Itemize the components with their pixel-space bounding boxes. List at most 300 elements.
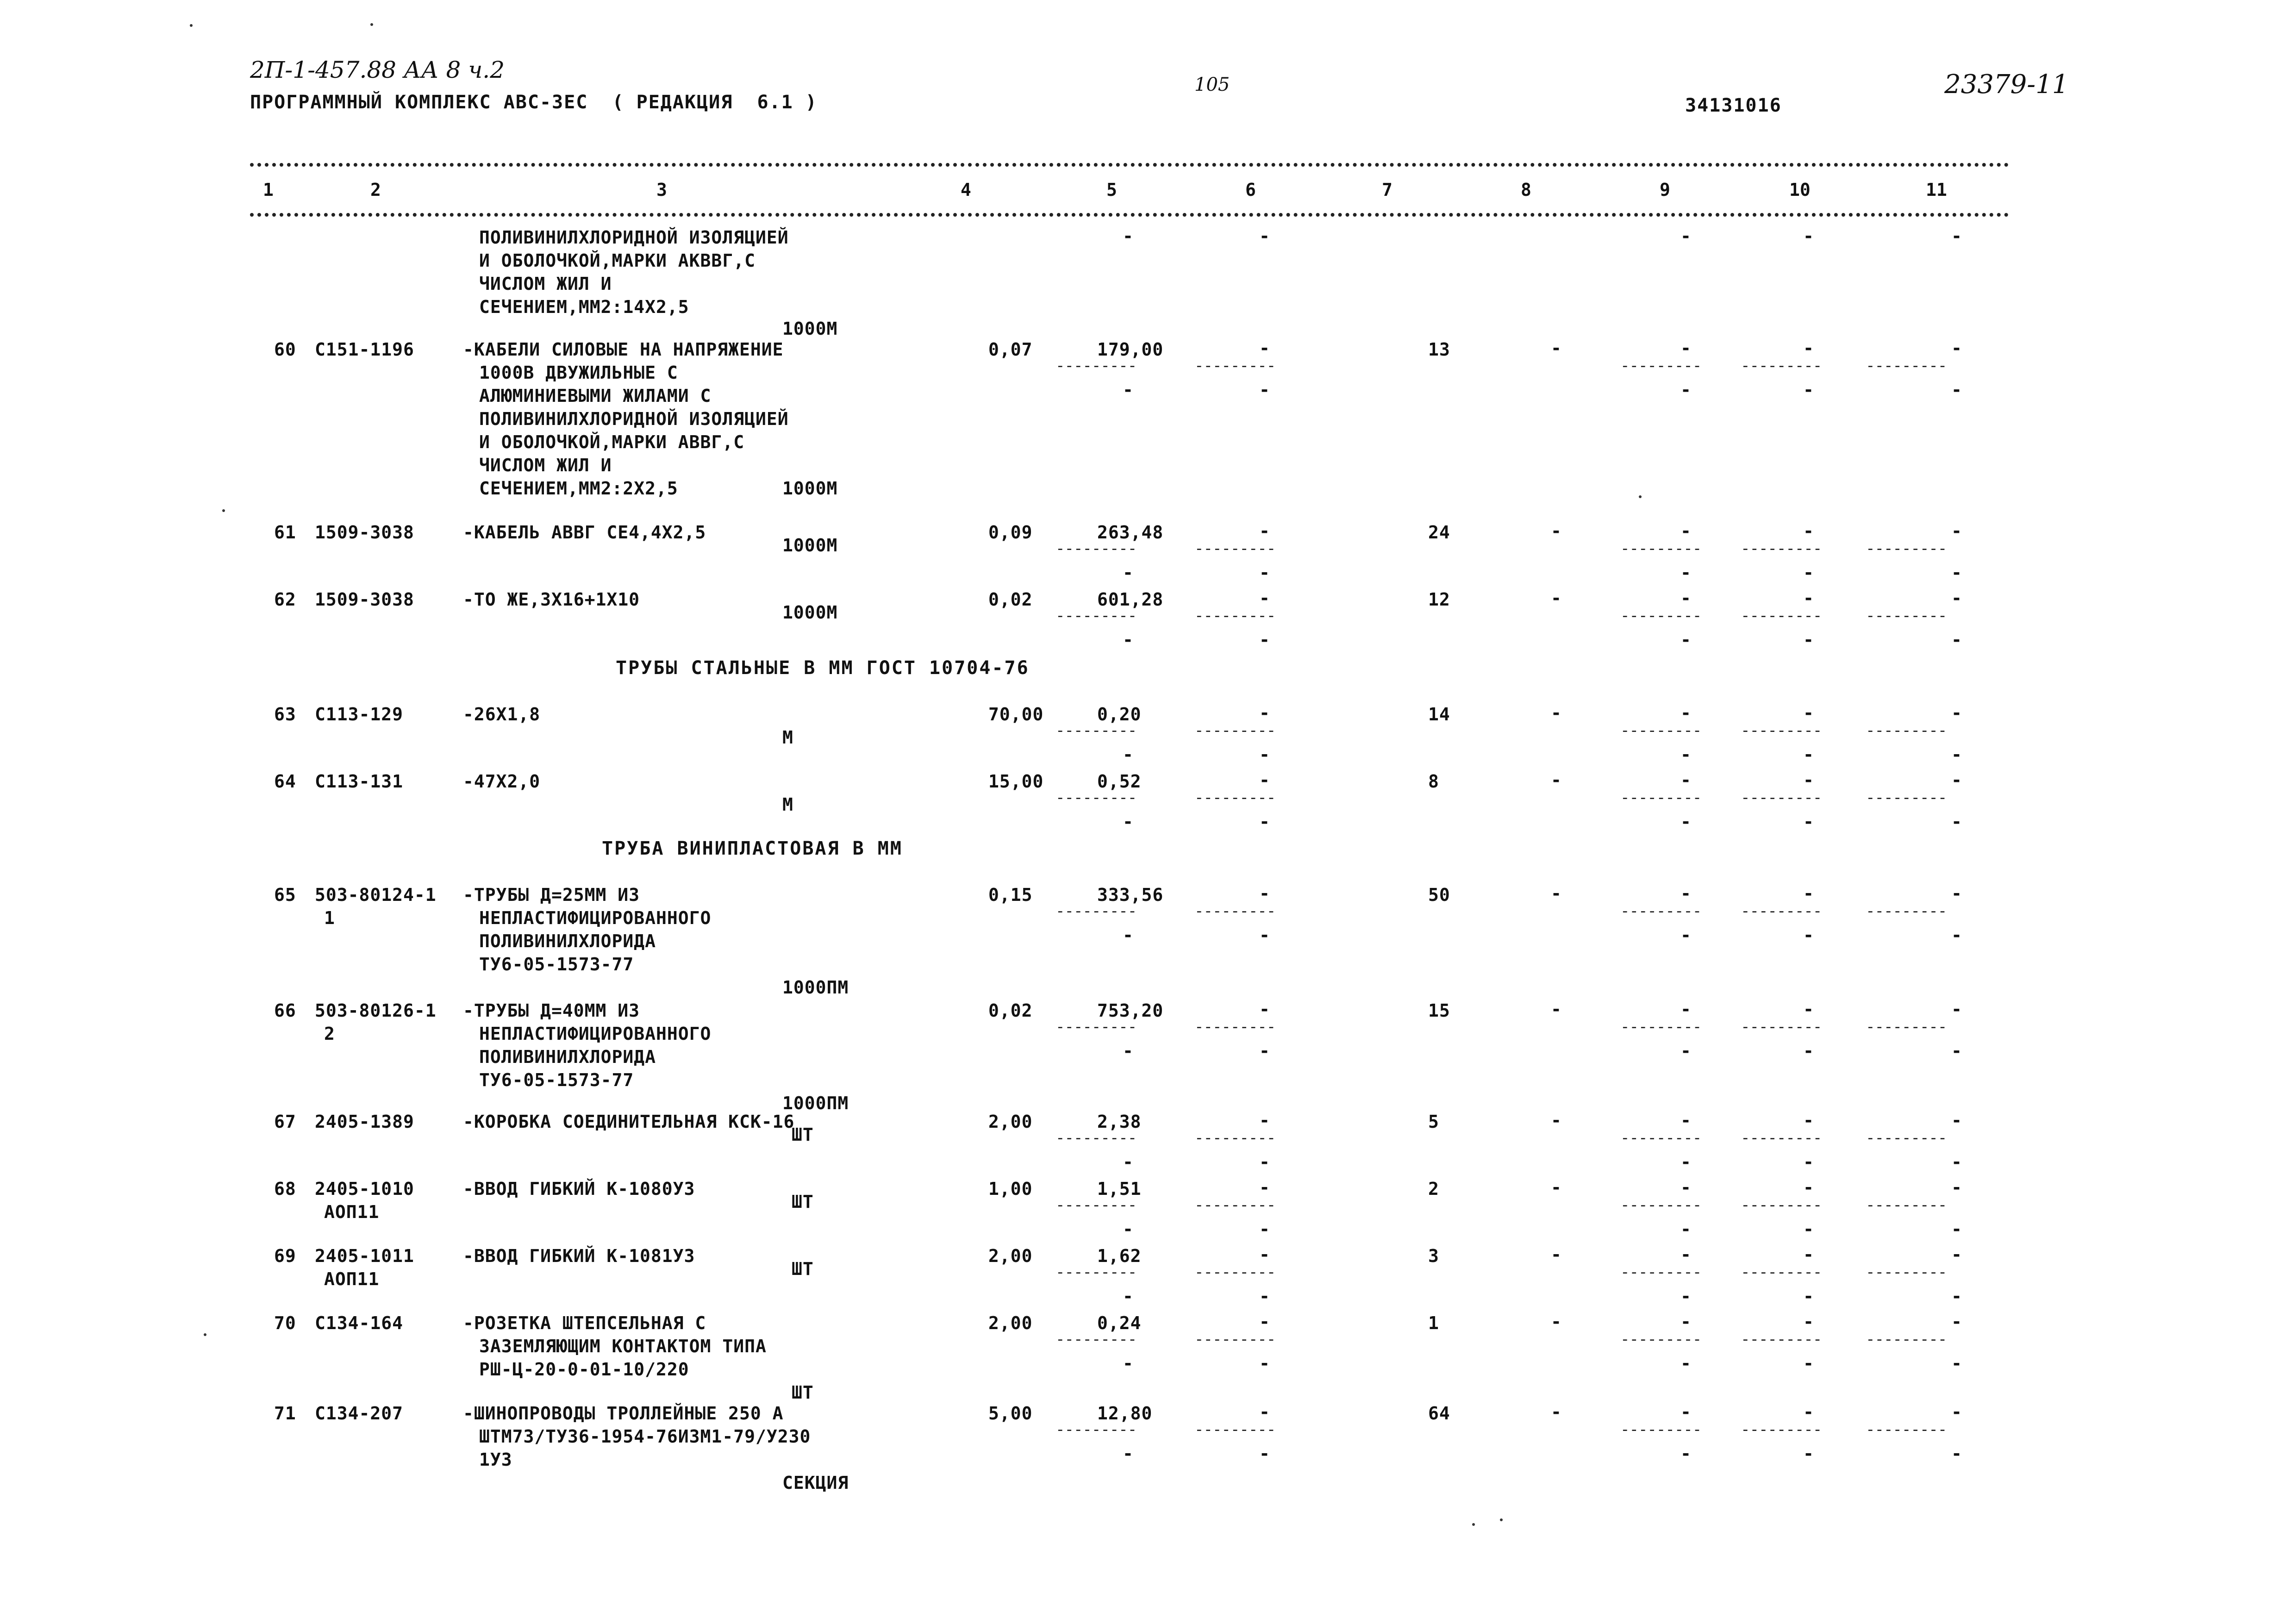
mark-c5: - xyxy=(1123,226,1133,246)
dash-line-c9: --------- xyxy=(1620,1420,1702,1439)
item-description-line: -26Х1,8 xyxy=(463,704,541,725)
mark-c11-below: - xyxy=(1951,1286,1962,1306)
column-header-6: 6 xyxy=(1245,180,1256,200)
row-number: 71 xyxy=(274,1403,296,1424)
mark-c11-below: - xyxy=(1951,925,1962,945)
item-unit: 1000М xyxy=(782,535,838,556)
mark-c9: - xyxy=(1680,1312,1691,1332)
scan-speck xyxy=(1500,1518,1503,1521)
mark-c5-below: - xyxy=(1123,1152,1133,1172)
scan-speck xyxy=(222,509,225,512)
mark-c9: - xyxy=(1680,521,1691,541)
mark-c10: - xyxy=(1803,226,1814,246)
item-description-line: ПОЛИВИНИЛХЛОРИДА xyxy=(479,931,656,951)
item-code: 2405-1389 xyxy=(315,1112,414,1132)
mark-c9: - xyxy=(1680,770,1691,790)
mark-c8: - xyxy=(1551,1110,1561,1131)
item-description-line: И ОБОЛОЧКОЙ,МАРКИ АВВГ,С xyxy=(479,432,745,452)
mark-c5-below: - xyxy=(1123,380,1133,400)
mark-c6-below: - xyxy=(1259,1041,1270,1061)
dash-line-c6: --------- xyxy=(1194,1196,1276,1214)
row-number: 67 xyxy=(274,1112,296,1132)
dash-line-c11: --------- xyxy=(1866,902,1947,920)
mark-c10-below: - xyxy=(1803,562,1814,583)
mark-c9-below: - xyxy=(1680,1219,1691,1239)
dash-line-c6: --------- xyxy=(1194,356,1276,375)
mark-c10: - xyxy=(1803,1244,1814,1265)
mark-c6-below: - xyxy=(1259,562,1270,583)
item-unit: ШТ xyxy=(792,1191,814,1212)
dash-line-c11: --------- xyxy=(1866,1420,1947,1439)
mark-c5-below: - xyxy=(1123,812,1133,832)
row-number: 62 xyxy=(274,589,296,610)
column-header-1: 1 xyxy=(263,180,274,200)
dash-line-c10: --------- xyxy=(1741,1330,1822,1349)
dash-line-c10: --------- xyxy=(1741,788,1822,807)
item-description-line: -ВВОД ГИБКИЙ К-1081У3 xyxy=(463,1246,695,1266)
item-quantity: 2,00 xyxy=(988,1246,1033,1266)
dash-line-c6: --------- xyxy=(1194,1129,1276,1147)
dash-line-c9: --------- xyxy=(1620,1196,1702,1214)
dash-line-c6: --------- xyxy=(1194,1420,1276,1439)
item-code: 503-80124-1 xyxy=(315,885,437,905)
item-unit: ШТ xyxy=(792,1382,814,1403)
mark-c6-below: - xyxy=(1259,744,1270,765)
mark-c8: - xyxy=(1551,1312,1561,1332)
mark-c11-below: - xyxy=(1951,744,1962,765)
mark-c6: - xyxy=(1259,588,1270,608)
mark-c10-below: - xyxy=(1803,744,1814,765)
dash-line-c11: --------- xyxy=(1866,1330,1947,1349)
column-7-value: 64 xyxy=(1428,1403,1450,1424)
dash-line-c5: --------- xyxy=(1055,721,1137,740)
item-unit: М xyxy=(782,727,793,748)
item-code-continued: 2 xyxy=(324,1024,335,1044)
mark-c5-below: - xyxy=(1123,1041,1133,1061)
item-price: 263,48 xyxy=(1097,522,1164,543)
mark-c11-below: - xyxy=(1951,1353,1962,1374)
dash-line-c11: --------- xyxy=(1866,539,1947,558)
dash-line-c5: --------- xyxy=(1055,539,1137,558)
item-description-line: АЛЮМИНИЕВЫМИ ЖИЛАМИ С xyxy=(479,386,712,406)
item-description-line: -РОЗЕТКА ШТЕПСЕЛЬНАЯ С xyxy=(463,1313,706,1333)
item-price: 12,80 xyxy=(1097,1403,1153,1424)
item-quantity: 0,07 xyxy=(988,339,1033,360)
item-price: 179,00 xyxy=(1097,339,1164,360)
column-7-value: 8 xyxy=(1428,771,1439,792)
dash-line-c10: --------- xyxy=(1741,539,1822,558)
mark-c9-below: - xyxy=(1680,744,1691,765)
mark-c10-below: - xyxy=(1803,630,1814,650)
item-quantity: 0,15 xyxy=(988,885,1033,905)
row-number: 70 xyxy=(274,1313,296,1333)
mark-c8: - xyxy=(1551,588,1561,608)
column-7-value: 1 xyxy=(1428,1313,1439,1333)
mark-c9-below: - xyxy=(1680,925,1691,945)
mark-c10-below: - xyxy=(1803,812,1814,832)
dash-line-c10: --------- xyxy=(1741,1018,1822,1036)
dash-line-c5: --------- xyxy=(1055,1196,1137,1214)
row-number: 63 xyxy=(274,704,296,725)
mark-c10: - xyxy=(1803,883,1814,904)
column-7-value: 50 xyxy=(1428,885,1450,905)
column-7-value: 12 xyxy=(1428,589,1450,610)
column-7-value: 15 xyxy=(1428,1000,1450,1021)
item-code-continued: АОП11 xyxy=(324,1269,380,1289)
mark-c9-below: - xyxy=(1680,1353,1691,1374)
mark-c5-below: - xyxy=(1123,630,1133,650)
mark-c5-below: - xyxy=(1123,925,1133,945)
mark-c10-below: - xyxy=(1803,1152,1814,1172)
dash-line-c6: --------- xyxy=(1194,902,1276,920)
item-description-line: ТУ6-05-1573-77 xyxy=(479,954,634,974)
column-7-value: 2 xyxy=(1428,1179,1439,1199)
item-description-line: 1000В ДВУЖИЛЬНЫЕ С xyxy=(479,362,678,383)
mark-c11: - xyxy=(1951,1244,1962,1265)
mark-c8: - xyxy=(1551,1244,1561,1265)
dash-line-c6: --------- xyxy=(1194,721,1276,740)
mark-c10-below: - xyxy=(1803,1286,1814,1306)
dash-line-c5: --------- xyxy=(1055,356,1137,375)
item-description-line: ЧИСЛОМ ЖИЛ И xyxy=(479,455,612,475)
item-code: С113-129 xyxy=(315,704,404,725)
item-description-line: -КОРОБКА СОЕДИНИТЕЛЬНАЯ КСК-16 xyxy=(463,1112,795,1132)
continuation-line: СЕЧЕНИЕМ,ММ2:14Х2,5 xyxy=(479,297,689,317)
mark-c10-below: - xyxy=(1803,1219,1814,1239)
dash-line-c10: --------- xyxy=(1741,1263,1822,1281)
dash-line-c10: --------- xyxy=(1741,1196,1822,1214)
mark-c11-below: - xyxy=(1951,562,1962,583)
stamp-number: 23379-11 xyxy=(1944,69,2069,100)
mark-c5-below: - xyxy=(1123,1286,1133,1306)
mark-c6: - xyxy=(1259,521,1270,541)
column-7-value: 13 xyxy=(1428,339,1450,360)
continuation-unit: 1000М xyxy=(782,319,838,339)
continuation-line: ПОЛИВИНИЛХЛОРИДНОЙ ИЗОЛЯЦИЕЙ xyxy=(479,227,789,248)
mark-c11: - xyxy=(1951,1110,1962,1131)
mark-c9: - xyxy=(1680,999,1691,1019)
mark-c11: - xyxy=(1951,1402,1962,1422)
mark-c9: - xyxy=(1680,703,1691,723)
item-description-line: ЗАЗЕМЛЯЮЩИМ КОНТАКТОМ ТИПА xyxy=(479,1336,767,1356)
dash-line-c5: --------- xyxy=(1055,902,1137,920)
mark-c10-below: - xyxy=(1803,1041,1814,1061)
item-price: 0,24 xyxy=(1097,1313,1142,1333)
mark-c11: - xyxy=(1951,1177,1962,1198)
dash-line-c11: --------- xyxy=(1866,1018,1947,1036)
mark-c9: - xyxy=(1680,226,1691,246)
item-price: 2,38 xyxy=(1097,1112,1142,1132)
dash-line-c11: --------- xyxy=(1866,721,1947,740)
page-number: 105 xyxy=(1194,74,1230,95)
column-header-3: 3 xyxy=(656,180,667,200)
dash-line-c11: --------- xyxy=(1866,1129,1947,1147)
mark-c9: - xyxy=(1680,338,1691,358)
doc-reference: 2П-1-457.88 АА 8 ч.2 xyxy=(250,56,505,83)
mark-c5-below: - xyxy=(1123,1353,1133,1374)
item-description-line: -ТРУБЫ Д=40ММ ИЗ xyxy=(463,1000,640,1021)
mark-c11: - xyxy=(1951,999,1962,1019)
mark-c6-below: - xyxy=(1259,1443,1270,1464)
mark-c11-below: - xyxy=(1951,380,1962,400)
dash-line-c9: --------- xyxy=(1620,1263,1702,1281)
mark-c9-below: - xyxy=(1680,812,1691,832)
dash-line-c5: --------- xyxy=(1055,1018,1137,1036)
mark-c9-below: - xyxy=(1680,380,1691,400)
mark-c10-below: - xyxy=(1803,925,1814,945)
mark-c11-below: - xyxy=(1951,1152,1962,1172)
mark-c9: - xyxy=(1680,1110,1691,1131)
dash-line-c10: --------- xyxy=(1741,1420,1822,1439)
item-description-line: -ТО ЖЕ,3Х16+1Х10 xyxy=(463,589,640,610)
document-code: 34131016 xyxy=(1685,95,1782,116)
mark-c9-below: - xyxy=(1680,562,1691,583)
mark-c11: - xyxy=(1951,883,1962,904)
dash-line-c10: --------- xyxy=(1741,606,1822,625)
column-7-value: 14 xyxy=(1428,704,1450,725)
dash-line-c5: --------- xyxy=(1055,1129,1137,1147)
dash-line-c9: --------- xyxy=(1620,1330,1702,1349)
mark-c6-below: - xyxy=(1259,380,1270,400)
mark-c6: - xyxy=(1259,1402,1270,1422)
continuation-line: ЧИСЛОМ ЖИЛ И xyxy=(479,274,612,294)
dash-line-c6: --------- xyxy=(1194,1263,1276,1281)
item-unit: 1000ПМ xyxy=(782,977,849,998)
mark-c11-below: - xyxy=(1951,1443,1962,1464)
mark-c6: - xyxy=(1259,226,1270,246)
item-description-line: ТУ6-05-1573-77 xyxy=(479,1070,634,1090)
mark-c6: - xyxy=(1259,338,1270,358)
column-header-10: 10 xyxy=(1789,180,1811,200)
item-description-line: ПОЛИВИНИЛХЛОРИДНОЙ ИЗОЛЯЦИЕЙ xyxy=(479,409,789,429)
item-description-line: НЕПЛАСТИФИЦИРОВАННОГО xyxy=(479,908,712,928)
mark-c10: - xyxy=(1803,1402,1814,1422)
dash-line-c5: --------- xyxy=(1055,606,1137,625)
mark-c11-below: - xyxy=(1951,1041,1962,1061)
dash-line-c5: --------- xyxy=(1055,1330,1137,1349)
dash-line-c10: --------- xyxy=(1741,902,1822,920)
dash-line-c6: --------- xyxy=(1194,1330,1276,1349)
mark-c6: - xyxy=(1259,1312,1270,1332)
item-quantity: 2,00 xyxy=(988,1112,1033,1132)
header-rule-bottom xyxy=(250,213,2009,217)
column-header-7: 7 xyxy=(1382,180,1393,200)
dash-line-c9: --------- xyxy=(1620,539,1702,558)
mark-c8: - xyxy=(1551,1402,1561,1422)
item-quantity: 0,02 xyxy=(988,589,1033,610)
dash-line-c9: --------- xyxy=(1620,1018,1702,1036)
mark-c6-below: - xyxy=(1259,812,1270,832)
dash-line-c9: --------- xyxy=(1620,606,1702,625)
mark-c6-below: - xyxy=(1259,1152,1270,1172)
mark-c6: - xyxy=(1259,703,1270,723)
dash-line-c6: --------- xyxy=(1194,788,1276,807)
dash-line-c9: --------- xyxy=(1620,788,1702,807)
mark-c11-below: - xyxy=(1951,630,1962,650)
section-heading-vinyl-pipe: ТРУБА ВИНИПЛАСТОВАЯ В ММ xyxy=(602,838,903,859)
dash-line-c11: --------- xyxy=(1866,356,1947,375)
mark-c6: - xyxy=(1259,883,1270,904)
mark-c9-below: - xyxy=(1680,1443,1691,1464)
item-description-line: ПОЛИВИНИЛХЛОРИДА xyxy=(479,1047,656,1067)
row-number: 60 xyxy=(274,339,296,360)
mark-c9: - xyxy=(1680,1244,1691,1265)
item-unit: 1000М xyxy=(782,602,838,623)
mark-c11: - xyxy=(1951,1312,1962,1332)
dash-line-c9: --------- xyxy=(1620,902,1702,920)
mark-c10: - xyxy=(1803,338,1814,358)
item-quantity: 1,00 xyxy=(988,1179,1033,1199)
mark-c6: - xyxy=(1259,999,1270,1019)
dash-line-c6: --------- xyxy=(1194,606,1276,625)
mark-c10: - xyxy=(1803,588,1814,608)
item-price: 753,20 xyxy=(1097,1000,1164,1021)
item-code-continued: 1 xyxy=(324,908,335,928)
row-number: 66 xyxy=(274,1000,296,1021)
scan-speck xyxy=(1472,1523,1475,1526)
mark-c10-below: - xyxy=(1803,1443,1814,1464)
item-code: 1509-3038 xyxy=(315,589,414,610)
mark-c9-below: - xyxy=(1680,630,1691,650)
mark-c8: - xyxy=(1551,521,1561,541)
item-unit: ШТ xyxy=(792,1124,814,1145)
mark-c6: - xyxy=(1259,1110,1270,1131)
column-header-8: 8 xyxy=(1521,180,1531,200)
dash-line-c11: --------- xyxy=(1866,788,1947,807)
item-code: С134-164 xyxy=(315,1313,404,1333)
item-price: 1,62 xyxy=(1097,1246,1142,1266)
item-description-line: -ШИНОПРОВОДЫ ТРОЛЛЕЙНЫЕ 250 А xyxy=(463,1403,784,1424)
dash-line-c9: --------- xyxy=(1620,356,1702,375)
item-quantity: 0,02 xyxy=(988,1000,1033,1021)
dash-line-c10: --------- xyxy=(1741,721,1822,740)
mark-c8: - xyxy=(1551,338,1561,358)
mark-c5-below: - xyxy=(1123,562,1133,583)
item-code: С151-1196 xyxy=(315,339,414,360)
item-code: 2405-1010 xyxy=(315,1179,414,1199)
dash-line-c11: --------- xyxy=(1866,606,1947,625)
item-description-line: НЕПЛАСТИФИЦИРОВАННОГО xyxy=(479,1024,712,1044)
row-number: 68 xyxy=(274,1179,296,1199)
mark-c8: - xyxy=(1551,883,1561,904)
item-code: 1509-3038 xyxy=(315,522,414,543)
mark-c9-below: - xyxy=(1680,1041,1691,1061)
item-description-line: -ВВОД ГИБКИЙ К-1080У3 xyxy=(463,1179,695,1199)
item-code: 2405-1011 xyxy=(315,1246,414,1266)
item-price: 0,20 xyxy=(1097,704,1142,725)
column-header-2: 2 xyxy=(370,180,381,200)
item-code: 503-80126-1 xyxy=(315,1000,437,1021)
mark-c5-below: - xyxy=(1123,744,1133,765)
row-number: 64 xyxy=(274,771,296,792)
dash-line-c11: --------- xyxy=(1866,1196,1947,1214)
dash-line-c5: --------- xyxy=(1055,1263,1137,1281)
scan-speck xyxy=(1639,495,1642,498)
mark-c6-below: - xyxy=(1259,1219,1270,1239)
mark-c8: - xyxy=(1551,770,1561,790)
item-quantity: 2,00 xyxy=(988,1313,1033,1333)
mark-c11: - xyxy=(1951,770,1962,790)
mark-c9-below: - xyxy=(1680,1286,1691,1306)
item-description-line: 1У3 xyxy=(479,1449,512,1470)
column-header-4: 4 xyxy=(961,180,971,200)
item-unit: М xyxy=(782,794,793,815)
mark-c10: - xyxy=(1803,1312,1814,1332)
mark-c11-below: - xyxy=(1951,812,1962,832)
item-description-line: СЕЧЕНИЕМ,ММ2:2Х2,5 xyxy=(479,478,678,499)
mark-c9: - xyxy=(1680,1402,1691,1422)
mark-c6-below: - xyxy=(1259,925,1270,945)
mark-c10: - xyxy=(1803,1110,1814,1131)
item-price: 1,51 xyxy=(1097,1179,1142,1199)
scan-speck xyxy=(204,1333,206,1336)
mark-c6-below: - xyxy=(1259,1286,1270,1306)
item-code: С134-207 xyxy=(315,1403,404,1424)
mark-c6: - xyxy=(1259,770,1270,790)
item-quantity: 5,00 xyxy=(988,1403,1033,1424)
mark-c8: - xyxy=(1551,703,1561,723)
item-unit: 1000М xyxy=(782,478,838,499)
column-header-11: 11 xyxy=(1926,180,1947,200)
column-7-value: 24 xyxy=(1428,522,1450,543)
program-line: ПРОГРАММНЫЙ КОМПЛЕКС АВС-3ЕС ( РЕДАКЦИЯ 6.1 ) xyxy=(250,92,818,113)
item-code: С113-131 xyxy=(315,771,404,792)
mark-c11: - xyxy=(1951,588,1962,608)
item-code-continued: АОП11 xyxy=(324,1202,380,1222)
mark-c10: - xyxy=(1803,1177,1814,1198)
mark-c9: - xyxy=(1680,1177,1691,1198)
continuation-line: И ОБОЛОЧКОЙ,МАРКИ АКВВГ,С xyxy=(479,250,756,271)
item-quantity: 0,09 xyxy=(988,522,1033,543)
section-heading-steel-pipes: ТРУБЫ СТАЛЬНЫЕ В ММ ГОСТ 10704-76 xyxy=(616,657,1030,679)
mark-c5-below: - xyxy=(1123,1443,1133,1464)
dash-line-c10: --------- xyxy=(1741,1129,1822,1147)
dash-line-c11: --------- xyxy=(1866,1263,1947,1281)
mark-c6: - xyxy=(1259,1177,1270,1198)
mark-c11: - xyxy=(1951,338,1962,358)
column-7-value: 5 xyxy=(1428,1112,1439,1132)
item-unit: СЕКЦИЯ xyxy=(782,1473,849,1493)
dash-line-c6: --------- xyxy=(1194,539,1276,558)
item-price: 333,56 xyxy=(1097,885,1164,905)
dash-line-c6: --------- xyxy=(1194,1018,1276,1036)
mark-c10-below: - xyxy=(1803,1353,1814,1374)
row-number: 65 xyxy=(274,885,296,905)
row-number: 69 xyxy=(274,1246,296,1266)
item-description-line: -КАБЕЛИ СИЛОВЫЕ НА НАПРЯЖЕНИЕ xyxy=(463,339,784,360)
dash-line-c9: --------- xyxy=(1620,1129,1702,1147)
dash-line-c5: --------- xyxy=(1055,1420,1137,1439)
mark-c10: - xyxy=(1803,999,1814,1019)
scan-speck xyxy=(370,23,373,26)
mark-c10-below: - xyxy=(1803,380,1814,400)
item-description-line: ШТМ73/ТУ36-1954-76ИЗМ1-79/У230 xyxy=(479,1426,811,1447)
mark-c10: - xyxy=(1803,521,1814,541)
dash-line-c5: --------- xyxy=(1055,788,1137,807)
mark-c11: - xyxy=(1951,226,1962,246)
column-7-value: 3 xyxy=(1428,1246,1439,1266)
mark-c6: - xyxy=(1259,1244,1270,1265)
mark-c11: - xyxy=(1951,521,1962,541)
item-unit: ШТ xyxy=(792,1258,814,1279)
scan-speck xyxy=(190,24,193,27)
item-description-line: -КАБЕЛЬ АВВГ СЕ4,4Х2,5 xyxy=(463,522,706,543)
item-unit: 1000ПМ xyxy=(782,1093,849,1113)
item-description-line: -47Х2,0 xyxy=(463,771,541,792)
mark-c6-below: - xyxy=(1259,1353,1270,1374)
mark-c10: - xyxy=(1803,703,1814,723)
item-price: 0,52 xyxy=(1097,771,1142,792)
